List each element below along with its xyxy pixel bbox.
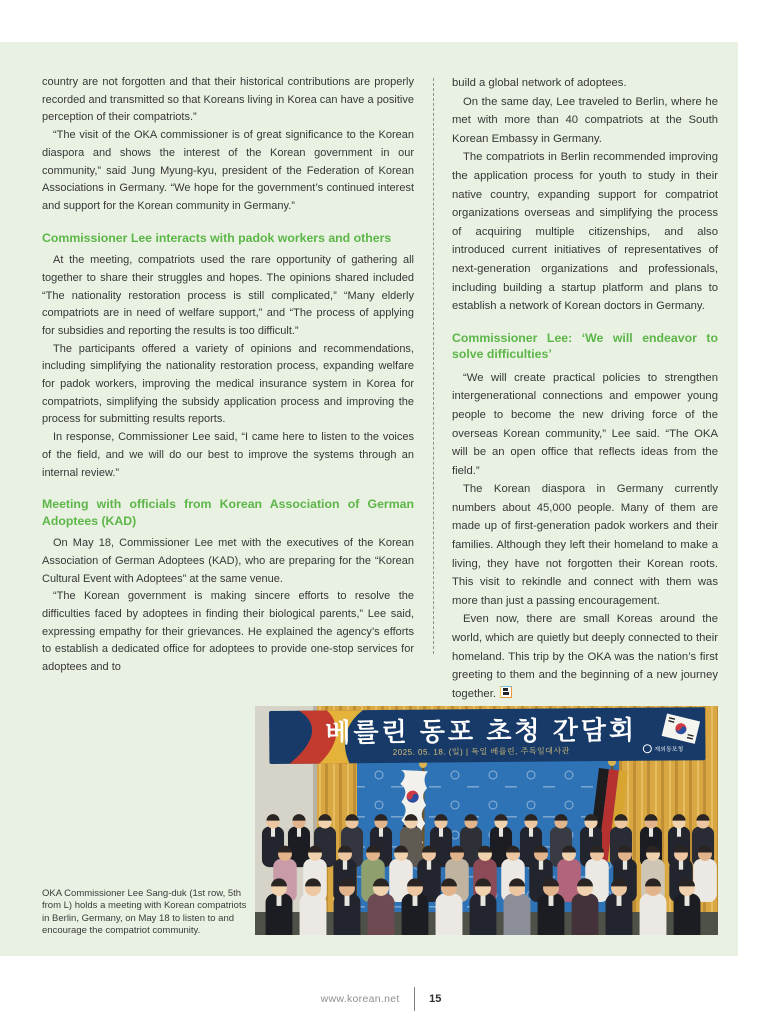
paragraph: At the meeting, compatriots used the rare opportunity of gathering all together to share their struggles and hopes. The opinions shared included “The nationality restoration process is still complicated,” “Many elderly compatriots are in need of welfare support,” and “The process of applying for subsidies and reporting the results is too difficult.”: [42, 254, 414, 337]
photo-banner-title: 베를린 동포 초청 간담회: [325, 714, 638, 748]
section-heading: Meeting with officials from Korean Association of German Adoptees (KAD): [42, 497, 414, 528]
paragraph: On the same day, Lee traveled to Berlin, where he met with more than 40 compatriots at the South Korean Embassy in Germany.: [452, 95, 718, 145]
paragraph: “The Korean government is making sincere efforts to resolve the difficulties faced by adoptees in finding their biological parents,” Lee said, expressing empathy for their grievances. He explained the agency’s efforts to establish a dedicated office for adoptees to provide one-stop services for adoptees and to: [42, 590, 414, 674]
paragraph: In response, Commissioner Lee said, “I came here to listen to the voices of the field, and we will do our best to improve the systems through an internal review.”: [42, 431, 414, 479]
section-heading: Commissioner Lee interacts with padok workers and others: [42, 230, 392, 245]
article-left-column: [42, 74, 414, 677]
event-photo: [255, 706, 718, 935]
article-right-column: [452, 74, 718, 703]
paragraph: “We will create practical policies to strengthen intergenerational connections and empower young people to become the new driving force of the overseas Korean community,” Lee said. “The OKA will be an open office that reflects ideas from the field.”: [452, 371, 718, 477]
paragraph: [452, 610, 718, 703]
page-number: 15: [429, 993, 442, 1005]
photo-banner-subtitle: 2025. 05. 18. (일) | 독일 베를린, 주독일대사관: [392, 746, 570, 757]
photo-caption: OKA Commissioner Lee Sang-duk (1st row, 5th from L) holds a meeting with Korean compatriots in Berlin, Germany, on May 18 to listen to and encourage the compatriot community.: [42, 888, 247, 937]
article-end-icon: [500, 686, 512, 698]
paragraph-text: Even now, there are small Koreas around the world, which are quietly but deeply connected to their homeland. This trip by the OKA was the nation’s first greeting to them and the beginning of a new journey together.: [452, 613, 718, 700]
paragraph: “The visit of the OKA commissioner is of great significance to the Korean diaspora and shows the interest of the Korean government in our community,” said Jung Myung-kyu, president of the Federation of Korean Associations in Germany. “We hope for the government’s continued interest and support for the Korean community in Germany.”: [42, 129, 414, 212]
paragraph: country are not forgotten and that their historical contributions are properly recorded and transmitted so that Koreans living in Korea can have a positive perception of their compatriots.”: [42, 76, 414, 124]
paragraph: The participants offered a variety of opinions and recommendations, including simplifying the nationality restoration process, expanding welfare for padok workers, improving the medical insurance system in Korea for compatriots, simplifying the subsidy application process and improving the process for submitting results reports.: [42, 342, 414, 426]
paragraph: The Korean diaspora in Germany currently numbers about 45,000 people. Many of them are made up of first-generation padok workers and their families. Although they left their homeland to make a living, they have not forgotten their Korean roots. This visit to rekindle and connect with them was more than just a passing encouragement.: [452, 483, 718, 607]
column-divider: [433, 78, 434, 654]
paragraph: On May 18, Commissioner Lee met with the executives of the Korean Association of German Adoptees (KAD), who are preparing for the “Korean Cultural Event with Adoptees” at the same venue.: [42, 537, 414, 585]
paragraph: build a global network of adoptees.: [452, 77, 627, 89]
event-banner: [269, 707, 705, 764]
agency-logo-text: 재외동포청: [654, 746, 684, 754]
footer-divider: [414, 987, 416, 1011]
paragraph: The compatriots in Berlin recommended improving the application process for youth to study in their native country, expanding support for compatriot organizations overseas and simplifying the process of acquiring multiple citizenships, and also introduced current initiatives of representatives of next-generation organizations and professionals, including building a startup platform and plans to establish a network of Korean doctors in Germany.: [452, 151, 718, 313]
page-footer: [0, 984, 762, 1014]
footer-url: www.korean.net: [320, 993, 400, 1005]
section-heading: Commissioner Lee: ‘We will endeavor to solve difficulties’: [452, 330, 718, 362]
